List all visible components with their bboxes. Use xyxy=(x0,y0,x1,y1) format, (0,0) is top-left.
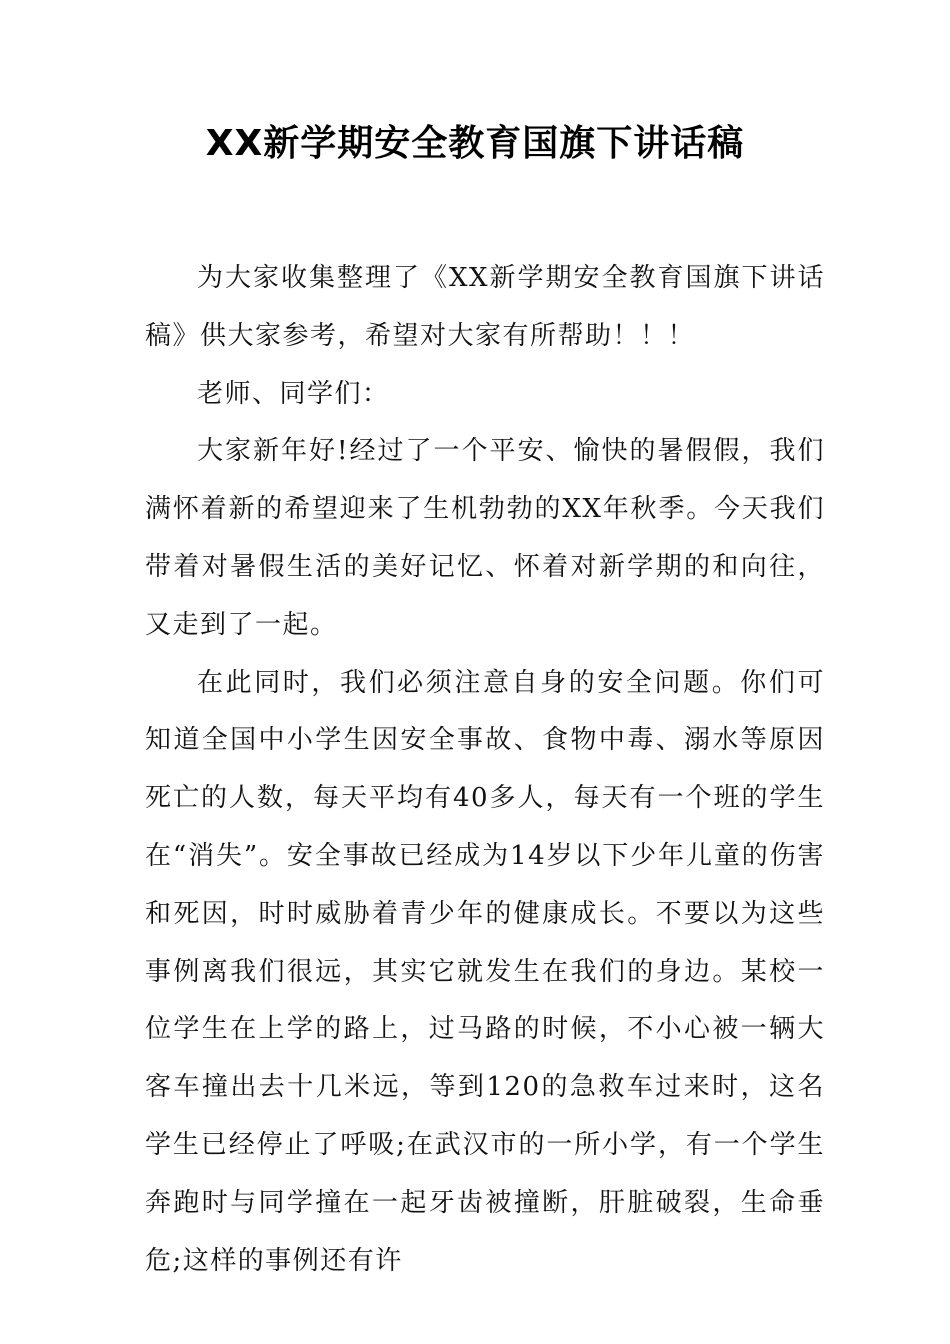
greeting-paragraph: 大家新年好!经过了一个平安、愉快的暑假假，我们满怀着新的希望迎来了生机勃勃的XX年秋季。今天我们带着对暑假生活的美好记忆、怀着对新学期的和向往，又走到了一起。 xyxy=(145,436,825,640)
salutation-paragraph: 老师、同学们： xyxy=(197,378,390,409)
document-body xyxy=(145,250,825,1290)
safety-paragraph: 在此同时，我们必须注意自身的安全问题。你们可知道全国中小学生因安全事故、食物中毒、溺水等原因死亡的人数，每天平均有40多人，每天有一个班的学生在“消失”。安全事故已经成为14岁以下少年儿童的伤害和死因，时时威胁着青少年的健康成长。不要以为这些事例离我们很远，其实它就发生在我们的身边。某校一位学生在上学的路上，过马路的时候，不小心被一辆大客车撞出去十几米远，等到120的急救车过来时，这名学生已经停止了呼吸;在武汉市的一所小学，有一个学生奔跑时与同学撞在一起牙齿被撞断，肝脏破裂，生命垂危;这样的事例还有许 xyxy=(145,667,825,1276)
intro-paragraph: 为大家收集整理了《XX新学期安全教育国旗下讲话稿》供大家参考，希望对大家有所帮助！！！ xyxy=(145,263,825,351)
document-title: XX新学期安全教育国旗下讲话稿 xyxy=(205,123,745,164)
